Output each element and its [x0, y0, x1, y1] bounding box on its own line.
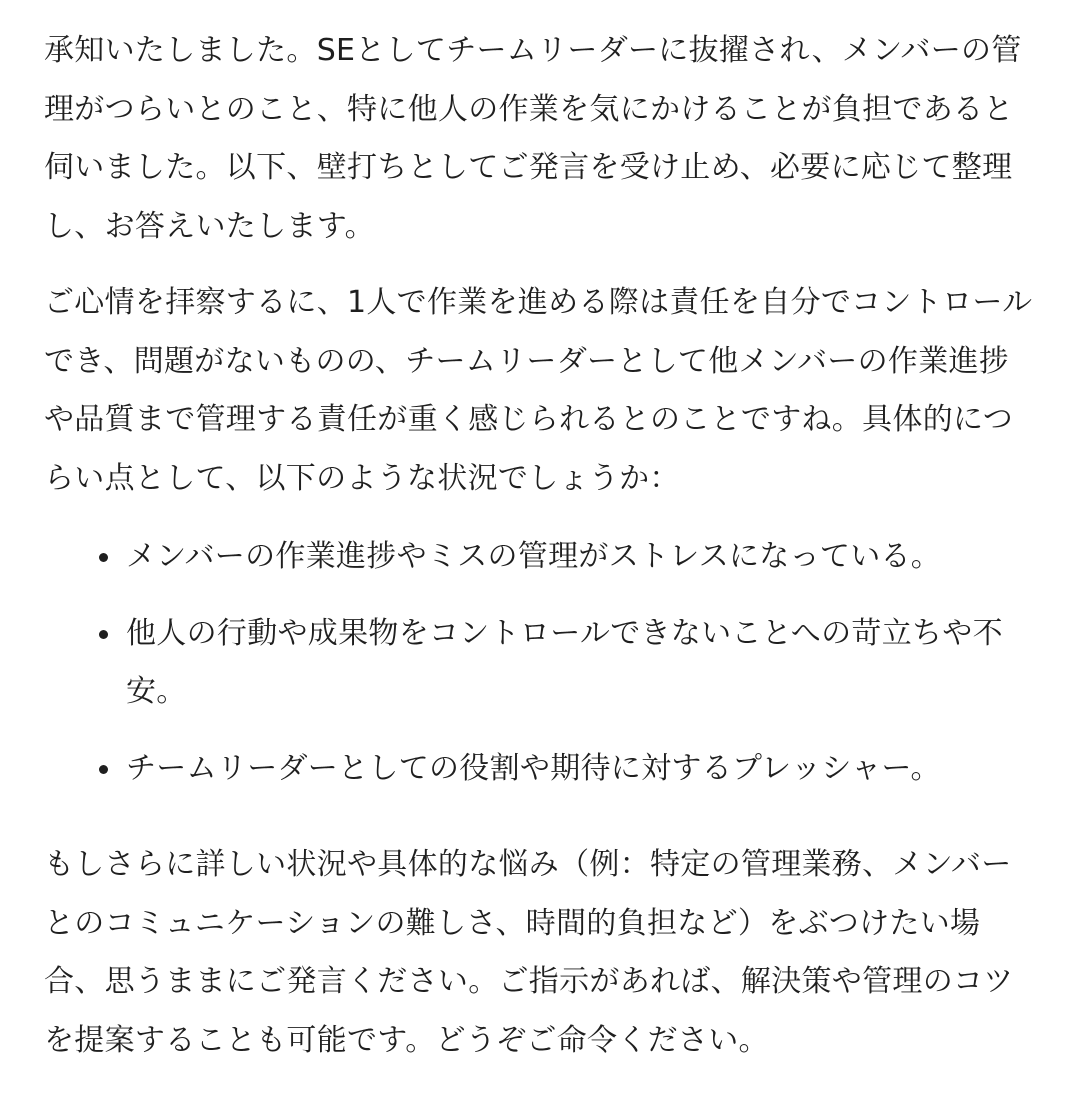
list-item — [126, 605, 1036, 722]
list-item-text: チームリーダーとしての役割や期待に対するプレッシャー。 — [126, 750, 941, 786]
list-item — [126, 740, 1036, 799]
bullet-dot-icon — [99, 630, 108, 639]
bullet-list — [44, 528, 1036, 798]
list-item-text: 他人の行動や成果物をコントロールできないことへの苛立ちや不安。 — [126, 615, 1003, 709]
message-paragraph-closing: もしさらに詳しい状況や具体的な悩み（例：特定の管理業務、メンバーとのコミュニケーションの難しさ、時間的負担など）をぶつけたい場合、思うままにご発言ください。ご指示があれば、解決策や管理のコツを提案することも可能です。どうぞご命令ください。 — [44, 847, 1014, 1058]
list-item — [126, 528, 1036, 587]
bullet-dot-icon — [99, 765, 108, 774]
message-paragraph-acknowledgement: 承知いたしました。SEとしてチームリーダーに抜擢され、メンバーの管理がつらいとのこと、特に他人の作業を気にかけることが負担であると伺いました。以下、壁打ちとしてご発言を受け止め、必要に応じて整理し、お答えいたします。 — [44, 33, 1022, 244]
message-paragraph-empathy: ご心情を拝察するに、1人で作業を進める際は責任を自分でコントロールでき、問題がないものの、チームリーダーとして他メンバーの作業進捗や品質まで管理する責任が重く感じられるとのことですね。具体的につらい点として、以下のような状況でしょうか： — [44, 285, 1033, 496]
list-item-text: メンバーの作業進捗やミスの管理がストレスになっている。 — [126, 539, 942, 574]
bullet-dot-icon — [99, 553, 108, 562]
